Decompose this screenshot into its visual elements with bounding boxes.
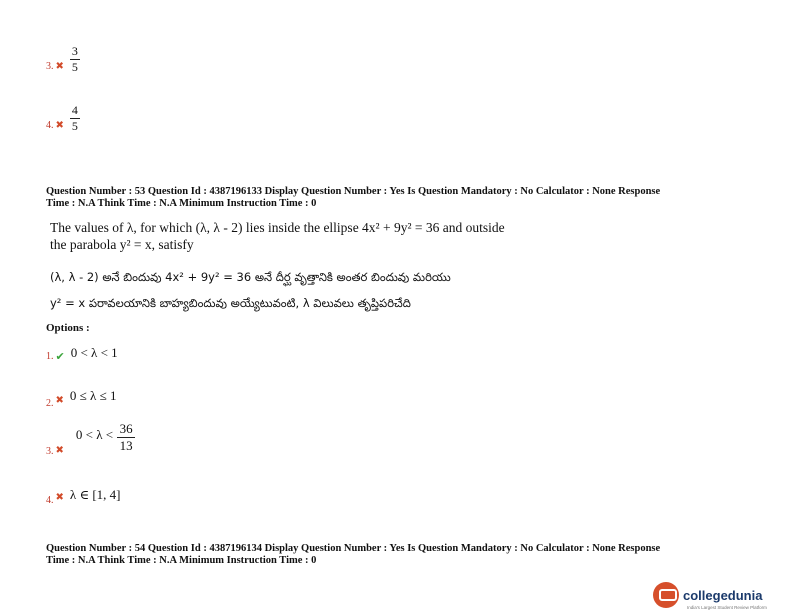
- cross-icon: ✖: [55, 492, 64, 503]
- option-4: [46, 483, 120, 506]
- question-53-telugu: [50, 264, 750, 316]
- option-1: [46, 342, 118, 363]
- telugu-line-2: y² = x పరావలయానికి బాహ్యబిందువు అయ్యేటువంటి, λ విలువలు తృప్తిపరిచేది: [50, 296, 411, 310]
- graduate-icon: [653, 582, 679, 608]
- option-text: λ ∈ [1, 4]: [69, 486, 121, 502]
- header-line-2: Time : N.A Think Time : N.A Minimum Instruction Time : 0: [46, 198, 317, 209]
- collegedunia-logo: [653, 582, 789, 610]
- header-line-2: Time : N.A Think Time : N.A Minimum Instruction Time : 0: [46, 555, 317, 566]
- cross-icon: ✖: [55, 120, 64, 131]
- cross-icon: ✖: [55, 61, 64, 72]
- option-number: 3.: [46, 446, 54, 457]
- fraction: [117, 422, 135, 453]
- prev-option-3: [46, 45, 80, 74]
- option-text: 0 ≤ λ ≤ 1: [69, 387, 117, 403]
- logo-text: collegedunia: [683, 587, 763, 603]
- denominator: 5: [71, 60, 78, 74]
- numerator: 4: [71, 103, 78, 117]
- fraction: [70, 45, 80, 74]
- question-line-1: The values of λ, for which (λ, λ - 2) lies inside the ellipse 4x² + 9y² = 36 and outside: [50, 220, 505, 235]
- question-53-header: [46, 186, 766, 210]
- prev-option-4: [46, 104, 80, 133]
- option-number: 4.: [46, 120, 54, 131]
- option-2: [46, 382, 116, 409]
- numerator: 36: [119, 421, 133, 436]
- cross-icon: ✖: [55, 395, 64, 406]
- options-label: Options :: [46, 322, 90, 334]
- fraction: [70, 104, 80, 133]
- header-line-1: Question Number : 54 Question Id : 4387196134 Display Question Number : Yes Is Question Mandatory : No Calculator : None Response: [46, 543, 661, 554]
- check-icon: ✔: [55, 350, 65, 363]
- option-prefix: 0 < λ <: [75, 427, 114, 442]
- logo-tagline: India's Largest Student Review Platform: [687, 605, 767, 610]
- option-number: 1.: [46, 351, 54, 362]
- option-text: 0 < λ < 1: [70, 344, 118, 360]
- question-line-2: the parabola y² = x, satisfy: [50, 237, 194, 252]
- header-line-1: Question Number : 53 Question Id : 4387196133 Display Question Number : Yes Is Question Mandatory : No Calculator : None Response: [46, 186, 661, 197]
- telugu-line-1: (λ, λ - 2) అనే బిందువు 4x² + 9y² = 36 అనే దీర్ఘ వృత్తానికి అంతర బిందువు మరియు: [50, 270, 451, 284]
- question-53-text: [50, 219, 750, 253]
- option-number: 3.: [46, 61, 54, 72]
- cross-icon: ✖: [55, 445, 64, 456]
- denominator: 13: [119, 438, 133, 453]
- numerator: 3: [71, 44, 78, 58]
- option-3: [46, 421, 135, 457]
- question-54-header: [46, 543, 766, 567]
- option-number: 4.: [46, 495, 54, 506]
- option-number: 2.: [46, 398, 54, 409]
- denominator: 5: [71, 119, 78, 133]
